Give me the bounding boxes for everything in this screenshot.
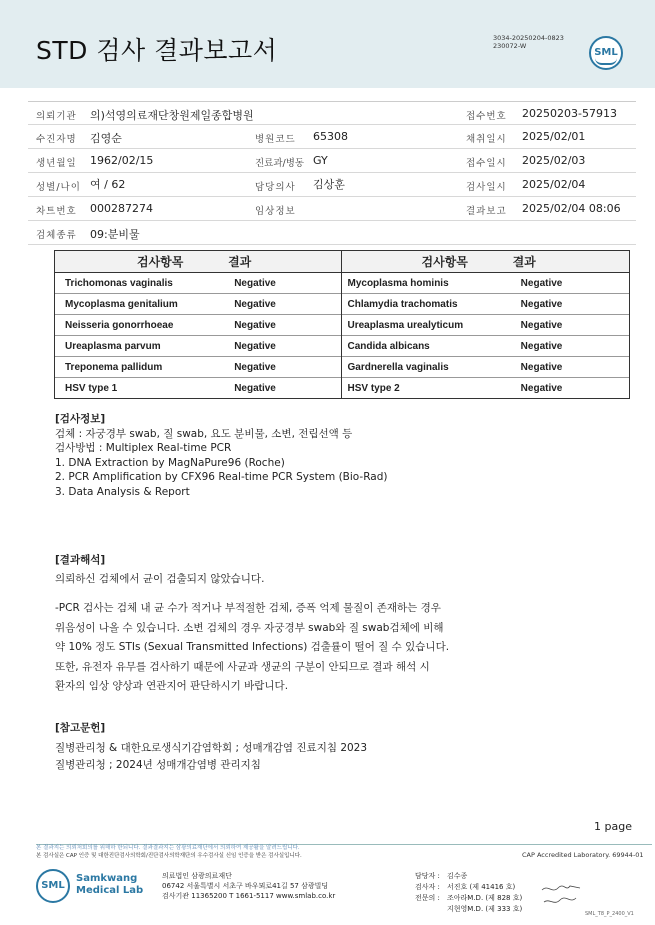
- interpretation-notes: [55, 599, 449, 697]
- test-info-line: 검체 : 자궁경부 swab, 질 swab, 요도 분비물, 소변, 전립선액 등: [55, 427, 353, 440]
- test-date-value: 2025/02/04: [522, 178, 586, 191]
- interpretation-note-line: 환자의 임상 양상과 연관지어 판단하시기 바랍니다.: [55, 680, 289, 692]
- staff-name: 서진호 (제 41416 호): [447, 883, 516, 891]
- staff-line: [415, 871, 522, 882]
- test-info-line: 검사방법 : Multiplex Real-time PCR: [55, 442, 232, 454]
- dob-label: 생년월일: [36, 158, 77, 169]
- staff-line: [415, 882, 522, 893]
- footer-fine-print-notice: 본 결과지는 의뢰처회의를 위해하 한되니다. 결과결과지는 삼광의료재단에서 의뢰하여 제공활을 알려드립니다.: [36, 845, 300, 851]
- table-row: [55, 357, 630, 378]
- dept-value: GY: [313, 154, 328, 167]
- brand-line-2: Medical Lab: [76, 885, 144, 896]
- doctor-value: 김상훈: [313, 178, 345, 191]
- report-date-value: 2025/02/04 08:06: [522, 202, 621, 215]
- test-item: Chlamydia trachomatis: [341, 294, 521, 315]
- specimen-label: 검체종류: [36, 230, 77, 241]
- test-item: Neisseria gonorrhoeae: [55, 315, 235, 336]
- hospital-code-value: 65308: [313, 130, 348, 143]
- interpretation-note-line: 또한, 유전자 유무를 검사하기 때문에 사균과 생균의 구분이 안되므로 결과 해석 시: [55, 660, 430, 673]
- test-item: HSV type 2: [341, 378, 521, 399]
- page-number: 1 page: [594, 820, 632, 833]
- test-item: Mycoplasma hominis: [341, 273, 521, 294]
- document-id-secondary: 230072-W: [493, 42, 527, 50]
- sml-logo-icon: SML: [589, 36, 623, 70]
- brand-line-1: Samkwang: [76, 873, 138, 884]
- test-date-label: 검사일시: [466, 182, 507, 193]
- footer-brand: [76, 873, 143, 897]
- test-result: Negative: [234, 336, 341, 357]
- test-item: Treponema pallidum: [55, 357, 235, 378]
- test-item: Ureaplasma urealyticum: [341, 315, 521, 336]
- reference-line: 질병관리청 & 대한요로생식기감염학회 ; 성매개감염 진료지침 2023: [55, 742, 368, 754]
- results-header-right: [341, 251, 630, 273]
- test-info-line: 3. Data Analysis & Report: [55, 485, 190, 498]
- references-heading: [참고문헌]: [55, 722, 106, 734]
- test-item: Ureaplasma parvum: [55, 336, 235, 357]
- sex-age-value: 여 / 62: [90, 178, 126, 191]
- test-result: Negative: [521, 315, 630, 336]
- interpretation-heading: [결과해석]: [55, 554, 106, 566]
- table-row: [55, 294, 630, 315]
- test-item: Gardnerella vaginalis: [341, 357, 521, 378]
- specimen-value: 09:분비물: [90, 228, 140, 241]
- document-ids: [493, 34, 564, 50]
- page-title: STD 검사 결과보고서: [36, 36, 278, 65]
- references-section: [55, 720, 367, 774]
- test-result: Negative: [234, 378, 341, 399]
- col-item-header-right: 검사항목: [421, 255, 468, 269]
- test-result: Negative: [521, 273, 630, 294]
- test-result: Negative: [521, 336, 630, 357]
- patient-info-table: [28, 101, 636, 245]
- name-label: 수진자명: [36, 134, 77, 145]
- address-line: 검사기관 11365200 T 1661-5117 www.smlab.co.kr: [162, 892, 336, 900]
- col-item-header-left: 검사항목: [137, 255, 184, 269]
- results-header-row: [55, 251, 630, 273]
- receipt-date-label: 접수일시: [466, 158, 507, 169]
- interpretation-note-line: 위음성이 나올 수 있습니다. 소변 검체의 경우 자궁경부 swab와 질 swab검체에 비해: [55, 621, 444, 634]
- footer-address: [162, 871, 335, 901]
- staff-name: 김수종: [447, 872, 468, 880]
- clinical-label: 임상정보: [255, 206, 296, 217]
- dept-label: 진료과/병동: [255, 158, 305, 169]
- doctor-label: 담당의사: [255, 182, 296, 193]
- address-line: 의료법인 삼광의료재단: [162, 872, 232, 880]
- test-item: Mycoplasma genitalium: [55, 294, 235, 315]
- received-no-value: 20250203-57913: [522, 107, 617, 120]
- info-row-institution: [28, 101, 636, 125]
- received-no-label: 접수번호: [466, 111, 507, 122]
- hospital-code-label: 병원코드: [255, 134, 296, 145]
- test-item: Candida albicans: [341, 336, 521, 357]
- form-code: SML_T8_P_2400_V1: [585, 911, 634, 917]
- footer-staff: [415, 871, 522, 915]
- test-result: Negative: [234, 273, 341, 294]
- results-header-left: [55, 251, 342, 273]
- info-row-dob: [28, 149, 636, 173]
- footer-fine-print-accreditation: 본 검사실은 CAP 인증 및 대한진단검사의학회/진단검사의학재단의 우수검사실 신임 인증을 받은 검사실입니다.: [36, 853, 302, 859]
- staff-line: [415, 893, 522, 904]
- test-result: Negative: [521, 378, 630, 399]
- staff-role: 담당자 :: [415, 872, 440, 880]
- interpretation-note-line: -PCR 검사는 검체 내 균 수가 적거나 부적절한 검체, 증폭 억제 물질이 존재하는 경우: [55, 602, 441, 614]
- chart-no-value: 000287274: [90, 202, 153, 215]
- results-table: [54, 250, 630, 399]
- col-result-header-right: 결과: [512, 255, 536, 269]
- signature-icon: [540, 880, 584, 910]
- institution-label: 의뢰기관: [36, 111, 77, 122]
- collect-date-label: 채취일시: [466, 134, 507, 145]
- cap-accreditation: CAP Accredited Laboratory. 69944-01: [522, 851, 644, 859]
- interpretation-section: [55, 553, 449, 697]
- test-item: HSV type 1: [55, 378, 235, 399]
- test-result: Negative: [234, 315, 341, 336]
- info-row-chart: [28, 197, 636, 221]
- test-info-line: 2. PCR Amplification by CFX96 Real-time PCR System (Bio-Rad): [55, 471, 388, 483]
- table-row: [55, 315, 630, 336]
- test-info-line: 1. DNA Extraction by MagNaPure96 (Roche): [55, 456, 285, 469]
- staff-name: 조아라M.D. (제 828 호): [447, 894, 523, 902]
- table-row: [55, 378, 630, 399]
- test-result: Negative: [521, 294, 630, 315]
- institution-value: 의)석영의료재단창원제일종합병원: [90, 109, 254, 122]
- address-line: 06742 서울특별시 서초구 바우뫼로41길 57 삼광빌딩: [162, 882, 329, 890]
- sex-age-label: 성별/나이: [36, 182, 81, 193]
- interpretation-note-line: 약 10% 정도 STIs (Sexual Transmitted Infections) 검출률이 떨어 질 수 있습니다.: [55, 641, 450, 653]
- test-item: Trichomonas vaginalis: [55, 273, 235, 294]
- receipt-date-value: 2025/02/03: [522, 154, 586, 167]
- name-value: 김영순: [90, 132, 122, 145]
- interpretation-summary: 의뢰하신 검체에서 균이 검출되지 않았습니다.: [55, 573, 265, 585]
- staff-role: 검사자 :: [415, 883, 440, 891]
- test-result: Negative: [521, 357, 630, 378]
- table-row: [55, 336, 630, 357]
- chart-no-label: 차트번호: [36, 206, 77, 217]
- table-row: [55, 273, 630, 294]
- dob-value: 1962/02/15: [90, 154, 154, 167]
- document-id-primary: 3034-20250204-0823: [493, 34, 564, 42]
- test-info-section: [55, 412, 387, 499]
- info-row-name: [28, 125, 636, 149]
- info-row-specimen: [28, 221, 636, 245]
- reference-line: 질병관리청 ; 2024년 성매개감염병 관리지침: [55, 759, 261, 771]
- test-info-heading: [검사정보]: [55, 413, 106, 425]
- test-result: Negative: [234, 294, 341, 315]
- staff-name: 지현영M.D. (제 333 호): [447, 905, 523, 913]
- staff-role: 전문의 :: [415, 894, 440, 902]
- report-date-label: 결과보고: [466, 206, 507, 217]
- staff-line: [415, 904, 522, 915]
- footer-sml-logo-icon: SML: [36, 869, 70, 903]
- report-header: [0, 0, 655, 88]
- col-result-header-left: 결과: [228, 255, 252, 269]
- collect-date-value: 2025/02/01: [522, 130, 586, 143]
- info-row-sex-age: [28, 173, 636, 197]
- test-result: Negative: [234, 357, 341, 378]
